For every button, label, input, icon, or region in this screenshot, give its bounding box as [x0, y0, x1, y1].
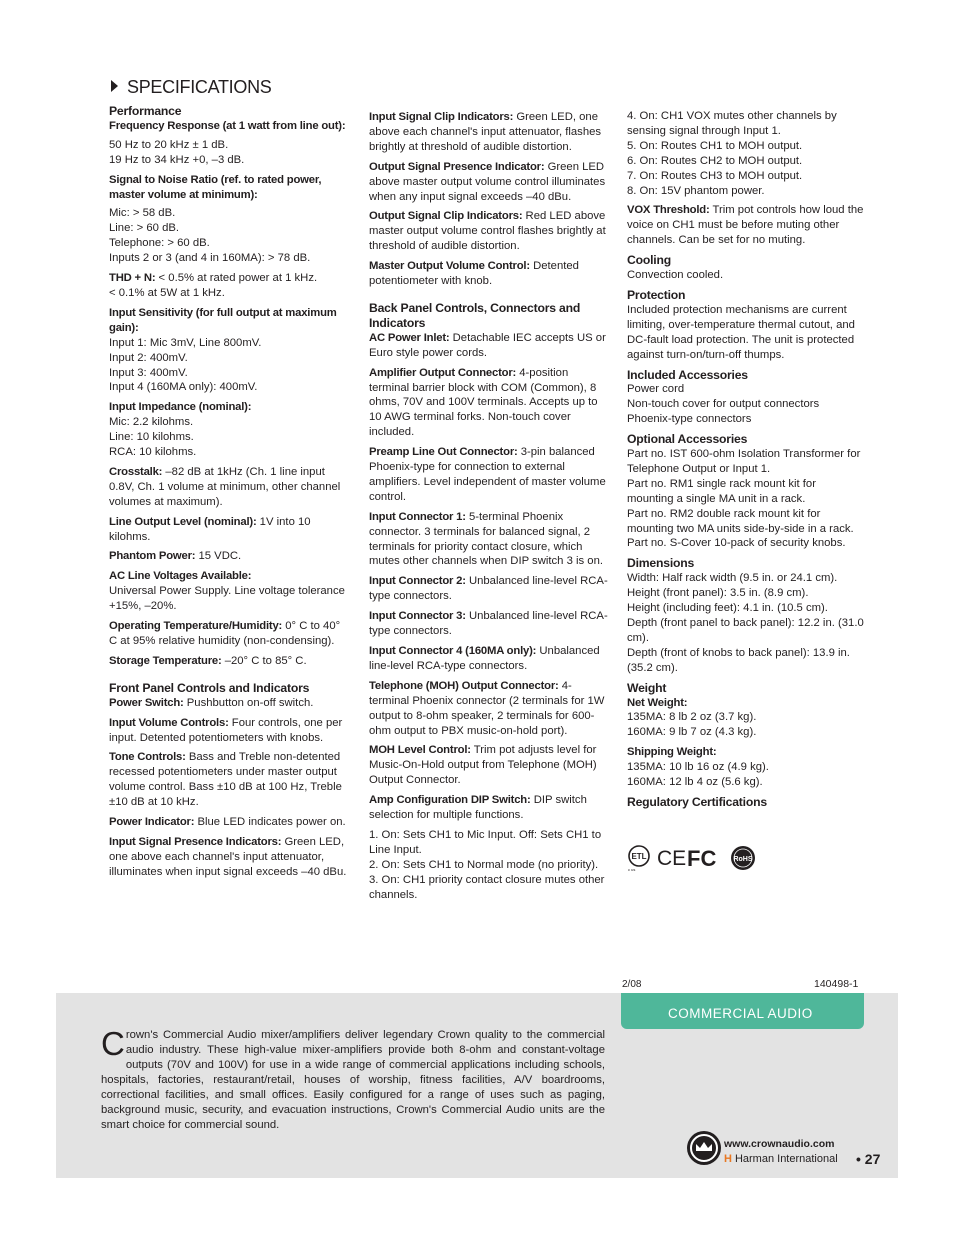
input-presence-spec: Input Signal Presence Indicators: Green LED, one above each channel's input attenuator, illuminates when input signal exceeds –40 dBu. [109, 835, 347, 878]
protection-heading: Protection [627, 287, 686, 302]
fcc-mark-icon [687, 846, 716, 871]
print-date: 2/08 [622, 979, 642, 990]
dip-switch-list: 1. On: Sets CH1 to Mic Input. Off: Sets CH1 to Line Input. 2. On: Sets CH1 to Normal mode (no priority). 3. On: CH1 priority contact closure mutes other channels. [369, 828, 605, 901]
input-clip-spec: Input Signal Clip Indicators: Green LED, one above each channel's input attenuator, flashes brightly at threshold of audible distortion. [369, 111, 602, 153]
weight-heading: Weight [627, 680, 667, 695]
svg-text:CE: CE [657, 847, 687, 870]
front-panel-heading: Front Panel Controls and Indicators [109, 680, 310, 695]
regulatory-heading: Regulatory Certifications [627, 794, 767, 809]
document-number: 140498-1 [814, 978, 859, 990]
spec-column-2 [369, 110, 611, 908]
certification-logos [627, 843, 762, 878]
harman-brand: H Harman International [724, 1153, 838, 1165]
tone-controls-spec: Tone Controls: Bass and Treble non-detented recessed potentiometers under master output volume control. Bass ±10 dB at 100 Hz, Treble ±10 dB at 10 kHz. [109, 751, 342, 809]
input-2-spec: Input Connector 2: Unbalanced line-level RCA-type connectors. [369, 575, 608, 603]
spec-column-3 [627, 109, 865, 810]
website-link[interactable]: www.crownaudio.com [724, 1138, 835, 1150]
included-accessories-heading: Included Accessories [627, 367, 748, 382]
svg-text:FC: FC [687, 846, 717, 871]
svg-text:RoHS: RoHS [733, 856, 753, 863]
phantom-spec: Phantom Power: 15 VDC. [109, 550, 242, 563]
power-indicator-spec: Power Indicator: Blue LED indicates power on. [109, 816, 346, 829]
snr-label: Signal to Noise Ratio (ref. to rated power, master volume at minimum): [109, 173, 322, 201]
optional-accessories-heading: Optional Accessories [627, 432, 748, 447]
net-weight-list: 135MA: 8 lb 2 oz (3.7 kg). 160MA: 9 lb 7 oz (4.3 kg). [627, 711, 757, 739]
telephone-output-spec: Telephone (MOH) Output Connector: 4-terminal Phoenix connector (2 terminals for 1W output to 8-ohm speaker, 2 terminals for 600-ohm output to PBX music-on-hold port). [369, 679, 605, 737]
storage-temp-spec: Storage Temperature: –20° C to 85° C. [109, 654, 307, 667]
impedance-values: Mic: 2.2 kilohms. Line: 10 kilohms. RCA: 10 kilohms. [109, 416, 197, 459]
etl-mark-icon [628, 846, 649, 872]
net-weight-label: Net Weight: [627, 696, 688, 709]
section-title: SPECIFICATIONS [111, 77, 272, 98]
operating-temp-spec: Operating Temperature/Humidity: 0° C to 40° C at 95% relative humidity (non-condensing). [109, 620, 341, 647]
dimensions-heading: Dimensions [627, 556, 695, 571]
vox-threshold-spec: VOX Threshold: Trim pot controls how loud the voice on CH1 must be before muting other channels. Can be set for no muting. [627, 204, 864, 247]
preamp-out-spec: Preamp Line Out Connector: 3-pin balanced Phoenix-type for connection to external amplifiers. Level independent of master volume control. [369, 446, 606, 503]
intro-paragraph: Crown's Commercial Audio mixer/amplifiers deliver legendary Crown quality to the commercial audio industry. These high-value mixer-amplifiers provide both 8-ohm and constant-voltage outputs (70V and 100V) for use in a wide range of commercial applications including schools, hospitals, factories, restaurant/retail, houses of worship, fitness facilities, A/V boardrooms, correctional facilities, and small offices. Easily configured for a range of uses such as paging, background music, security, and evacuation instructions, Crown's Commercial Audio units are the smart choice for commercial sound. [101, 1025, 605, 1131]
crosstalk-spec: Crosstalk: –82 dB at 1kHz (Ch. 1 line input 0.8V, Ch. 1 volume at minimum, other channel volumes at maximum). [109, 465, 341, 508]
back-panel-heading: Back Panel Controls, Connectors and Indicators [369, 300, 581, 330]
master-volume-spec: Master Output Volume Control: Detented potentiometer with knob. [369, 260, 579, 288]
page-number: • 27 [856, 1151, 881, 1167]
protection-text: Included protection mechanisms are current limiting, over-temperature thermal cutout, and DC-fault load protection. The unit is protected against turn-on/turn-off thumps. [627, 303, 855, 361]
performance-heading: Performance [109, 104, 182, 118]
shipping-weight-list: 135MA: 10 lb 16 oz (4.9 kg). 160MA: 12 lb 4 oz (5.6 kg). [627, 761, 769, 789]
output-presence-spec: Output Signal Presence Indicator: Green LED above master output volume control illuminates when any input signal exceeds –40 dBu. [369, 160, 606, 203]
freq-label: Frequency Response (at 1 watt from line out): [109, 119, 346, 132]
cooling-heading: Cooling [627, 253, 671, 268]
shipping-weight-label: Shipping Weight: [627, 746, 717, 759]
snr-values: Mic: > 58 dB. Line: > 60 dB. Telephone: > 60 dB. Inputs 2 or 3 (and 4 in 160MA): > 78 dB. [109, 207, 311, 265]
commercial-audio-tab: COMMERCIAL AUDIO [621, 993, 864, 1029]
cooling-text: Convection cooled. [627, 269, 724, 282]
dip-switch-spec: Amp Configuration DIP Switch: DIP switch selection for multiple functions. [369, 794, 587, 822]
sensitivity-values: Input 1: Mic 3mV, Line 800mV. Input 2: 400mV. Input 3: 400mV. Input 4 (160MA only): 400mV. [109, 336, 262, 394]
freq-values: 50 Hz to 20 kHz ± 1 dB. 19 Hz to 34 kHz +0, –3 dB. [109, 138, 245, 166]
crown-logo-icon [686, 1130, 722, 1171]
input-4-spec: Input Connector 4 (160MA only): Unbalanced line-level RCA-type connectors. [369, 645, 600, 672]
spec-column-1 [109, 104, 349, 885]
svg-text:c us: c us [628, 867, 636, 872]
rohs-mark-icon [731, 846, 755, 870]
thd-spec: THD + N: < 0.5% at rated power at 1 kHz. < 0.1% at 5W at 1 kHz. [109, 272, 318, 299]
input-volume-spec: Input Volume Controls: Four controls, one per input. Detented potentiometers with knobs. [109, 716, 343, 744]
moh-level-spec: MOH Level Control: Trim pot adjusts level for Music-On-Hold output from Telephone (MOH) Output Connector. [369, 744, 597, 787]
included-accessories-list: Power cord Non-touch cover for output connectors Phoenix-type connectors [627, 383, 820, 426]
input-3-spec: Input Connector 3: Unbalanced line-level RCA-type connectors. [369, 610, 608, 638]
dip-switch-list-cont: 4. On: CH1 VOX mutes other channels by sensing signal through Input 1. 5. On: Routes CH1 to MOH output. 6. On: Routes CH2 to MOH output. 7. On: Routes CH3 to MOH output. 8. On: 15V phantom power. [627, 110, 837, 197]
svg-text:ETL: ETL [631, 852, 647, 861]
power-switch-spec: Power Switch: Pushbutton on-off switch. [109, 696, 314, 709]
output-clip-spec: Output Signal Clip Indicators: Red LED above master output volume control flashes brightly at threshold of audible distortion. [369, 210, 606, 253]
amp-output-spec: Amplifier Output Connector: 4-position terminal barrier block with COM (Common), 8 ohms, 70V and 100V terminals. Accepts up to 10 AWG terminal forks. Non-touch cover included. [369, 366, 598, 439]
harman-logo-icon: H [724, 1153, 732, 1165]
optional-accessories-list: Part no. IST 600-ohm Isolation Transformer for Telephone Output or Input 1. Part no. RM1 single rack mount kit for mounting a single MA unit in a rack. Part no. RM2 double rack mount kit for mounting two MA units side-by-side in a rack. Part no. S-Cover 10-pack of security knobs. [627, 448, 861, 550]
impedance-label: Input Impedance (nominal): [109, 401, 252, 414]
sensitivity-label: Input Sensitivity (for full output at maximum gain): [109, 306, 337, 334]
triangle-bullet-icon [111, 80, 118, 92]
drop-cap: C [101, 1025, 125, 1062]
ce-mark-icon [657, 847, 686, 870]
ac-inlet-spec: AC Power Inlet: Detachable IEC accepts US or Euro style power cords. [369, 331, 606, 359]
line-output-spec: Line Output Level (nominal): 1V into 10 kilohms. [109, 515, 311, 543]
input-1-spec: Input Connector 1: 5-terminal Phoenix connector. 3 terminals for balanced signal, 2 terminals for priority contact closure, which mutes other channels when DIP switch 3 is on. [369, 510, 604, 568]
ac-line-spec: AC Line Voltages Available: Universal Power Supply. Line voltage tolerance +15%, –20%. [109, 570, 345, 613]
dimensions-list: Width: Half rack width (9.5 in. or 24.1 cm). Height (front panel): 3.5 in. (8.9 cm). Height (including feet): 4.1 in. (10.5 cm). Depth (front panel to back panel): 12.2 in. (31.0 cm). Depth (front of knobs to back panel): 13.9 in. (35.2 cm). [627, 572, 864, 674]
